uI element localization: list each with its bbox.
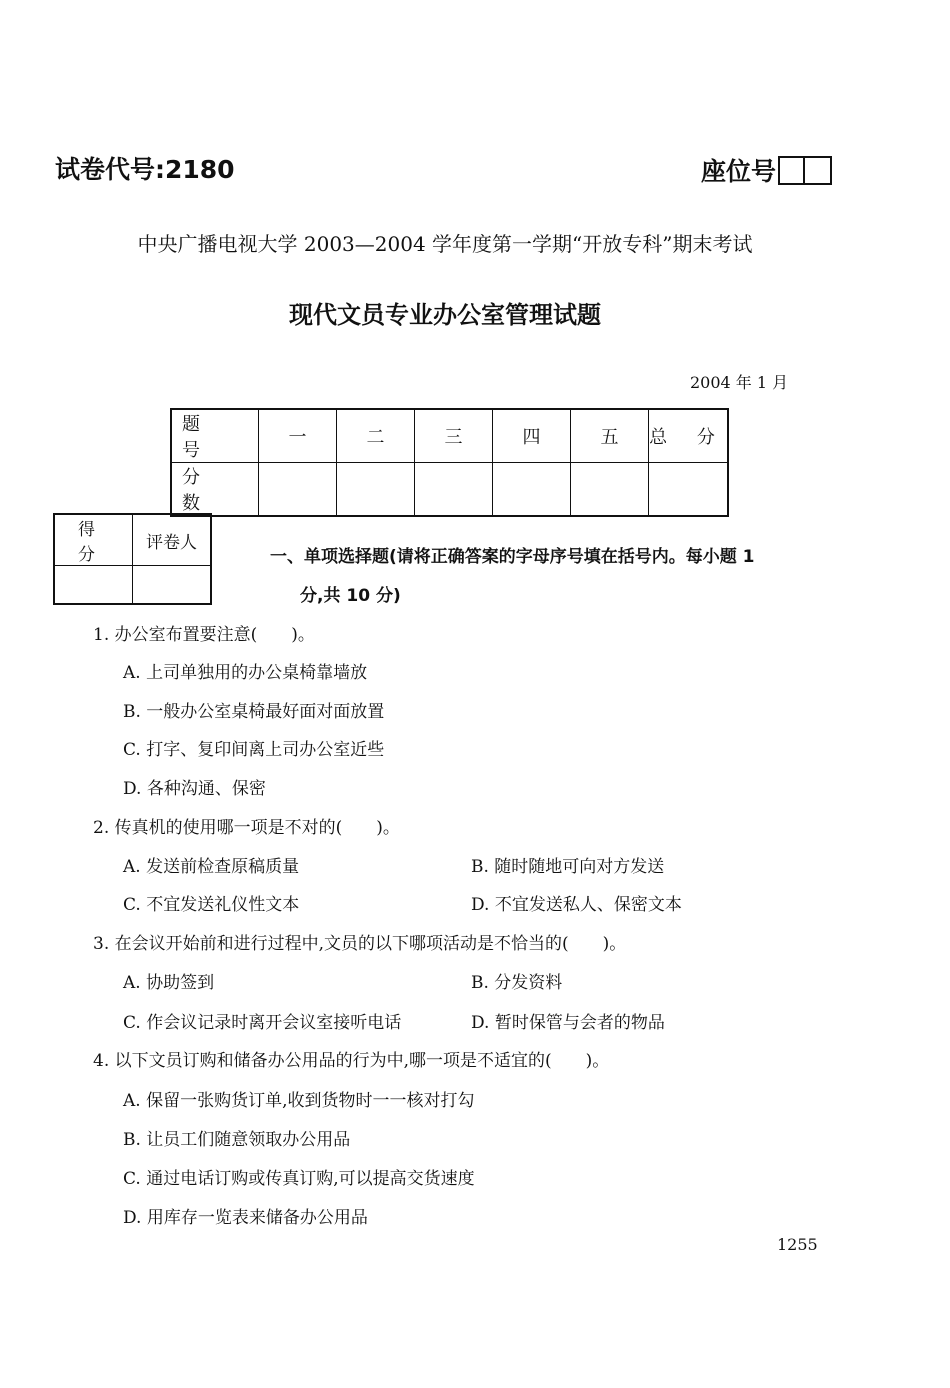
score-label: 分 数 [171,463,259,517]
score-table-header-row [171,409,728,463]
question-2-option-a: A. 发送前检查原稿质量 [123,857,300,877]
seat-number-boxes [778,156,832,185]
grader-name-cell [133,566,212,605]
total-label: 总 分 [649,409,729,463]
exam-header: 中央广播电视大学 2003—2004 学年度第一学期“开放专科”期末考试 [137,232,753,256]
question-3-option-b: B. 分发资料 [471,973,563,993]
question-4-option-d: D. 用库存一览表来储备办公用品 [123,1208,368,1228]
score-cell [571,463,649,517]
column-2: 二 [337,409,415,463]
question-3-option-d: D. 暂时保管与会者的物品 [471,1013,665,1033]
column-1: 一 [259,409,337,463]
total-score-cell [649,463,729,517]
seat-label: 座位号 [700,157,776,186]
question-1-option-c: C. 打字、复印间离上司办公室近些 [123,740,385,760]
question-4-stem: 4. 以下文员订购和储备办公用品的行为中,哪一项是不适宜的( )。 [93,1051,610,1071]
grader-name-label: 评卷人 [133,514,212,566]
score-cell [415,463,493,517]
score-cell [259,463,337,517]
question-4-option-c: C. 通过电话订购或传真订购,可以提高交货速度 [123,1169,475,1189]
seat-box-2 [805,156,832,185]
question-3-stem: 3. 在会议开始前和进行过程中,文员的以下哪项活动是不恰当的( )。 [93,934,627,954]
question-1-stem: 1. 办公室布置要注意( )。 [93,625,315,645]
paper-code: 试卷代号:2180 [55,155,235,184]
grader-score-cell [54,566,133,605]
column-4: 四 [493,409,571,463]
seat-number [701,152,832,188]
question-4-option-a: A. 保留一张购货订单,收到货物时一一核对打勾 [123,1091,475,1111]
question-1-option-b: B. 一般办公室桌椅最好面对面放置 [123,702,385,722]
seat-box-1 [778,156,805,185]
question-4-option-b: B. 让员工们随意领取办公用品 [123,1130,351,1150]
question-2-option-d: D. 不宜发送私人、保密文本 [471,895,682,915]
question-number-label: 题 号 [171,409,259,463]
score-table [170,408,729,517]
section-title-continued: 分,共 10 分) [300,586,401,606]
question-1-option-d: D. 各种沟通、保密 [123,779,266,799]
grader-score-label: 得 分 [54,514,133,566]
question-2-option-b: B. 随时随地可向对方发送 [471,857,665,877]
exam-date: 2004 年 1 月 [690,373,789,392]
question-3-option-a: A. 协助签到 [123,973,215,993]
column-5: 五 [571,409,649,463]
exam-title: 现代文员专业办公室管理试题 [289,301,601,329]
score-cell [337,463,415,517]
question-3-option-c: C. 作会议记录时离开会议室接听电话 [123,1013,402,1033]
grader-table [53,513,212,605]
score-cell [493,463,571,517]
page-number: 1255 [777,1235,818,1254]
column-3: 三 [415,409,493,463]
question-1-option-a: A. 上司单独用的办公桌椅靠墙放 [123,663,368,683]
question-2-stem: 2. 传真机的使用哪一项是不对的( )。 [93,818,400,838]
question-2-option-c: C. 不宜发送礼仪性文本 [123,895,300,915]
score-table-score-row [171,463,728,517]
section-title: 一、单项选择题(请将正确答案的字母序号填在括号内。每小题 1 [270,547,755,567]
